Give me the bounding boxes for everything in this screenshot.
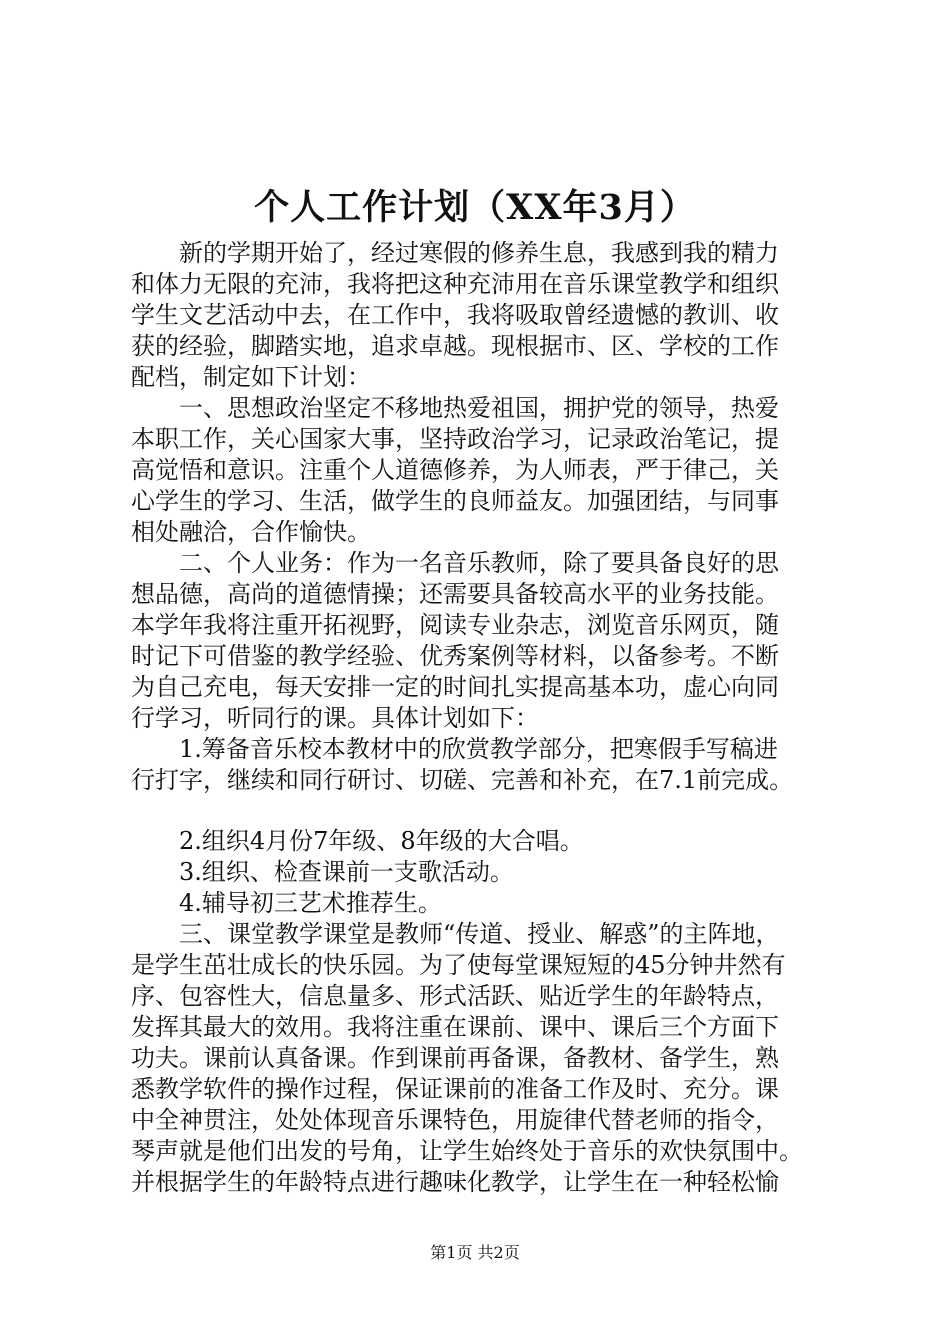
- body-line: 二、个人业务：作为一名音乐教师，除了要具备良好的思: [131, 549, 779, 577]
- body-line: 悉教学软件的操作过程，保证课前的准备工作及时、充分。课: [131, 1075, 779, 1103]
- body-line: 行打字，继续和同行研讨、切磋、完善和补充，在7.1前完成。: [131, 766, 794, 794]
- body-line: 时记下可借鉴的教学经验、优秀案例等材料，以备参考。不断: [131, 642, 779, 670]
- document-title: 个人工作计划（XX年3月）: [254, 187, 696, 228]
- body-line: 3.组织、检查课前一支歌活动。: [131, 858, 514, 886]
- body-line: 心学生的学习、生活，做学生的良师益友。加强团结，与同事: [131, 487, 779, 515]
- body-line: 本学年我将注重开拓视野，阅读专业杂志，浏览音乐网页，随: [131, 611, 779, 639]
- body-line: 并根据学生的年龄特点进行趣味化教学，让学生在一种轻松愉: [131, 1168, 779, 1196]
- body-line: 2.组织4月份7年级、8年级的大合唱。: [131, 827, 584, 855]
- body-line: 中全神贯注，处处体现音乐课特色，用旋律代替老师的指令，: [131, 1106, 779, 1134]
- body-line: 为自己充电，每天安排一定的时间扎实提高基本功，虚心向同: [131, 673, 779, 701]
- body-line: 相处融洽，合作愉快。: [131, 518, 371, 546]
- body-line: 本职工作，关心国家大事，坚持政治学习，记录政治笔记，提: [131, 425, 779, 453]
- body-line: 高觉悟和意识。注重个人道德修养，为人师表，严于律己，关: [131, 456, 779, 484]
- blank-line: [131, 796, 851, 826]
- body-line: 三、课堂教学课堂是教师“传道、授业、解惑”的主阵地，: [131, 920, 780, 948]
- body-line: 新的学期开始了，经过寒假的修养生息，我感到我的精力: [131, 239, 779, 267]
- body-line: 发挥其最大的效用。我将注重在课前、课中、课后三个方面下: [131, 1013, 779, 1041]
- body-line: 1.筹备音乐校本教材中的欣赏教学部分，把寒假手写稿进: [131, 735, 778, 763]
- body-line: 配档，制定如下计划：: [131, 363, 371, 391]
- body-line: 和体力无限的充沛，我将把这种充沛用在音乐课堂教学和组织: [131, 270, 779, 298]
- body-line: 是学生茁壮成长的快乐园。为了使每堂课短短的45分钟井然有: [131, 951, 786, 979]
- body-line: 4.辅导初三艺术推荐生。: [131, 889, 442, 917]
- body-line: 功夫。课前认真备课。作到课前再备课，备教材、备学生，熟: [131, 1044, 779, 1072]
- body-line: 学生文艺活动中去，在工作中，我将吸取曾经遗憾的教训、收: [131, 301, 779, 329]
- body-line: 序、包容性大，信息量多、形式活跃、贴近学生的年龄特点，: [131, 982, 779, 1010]
- body-line: 获的经验，脚踏实地，追求卓越。现根据市、区、学校的工作: [131, 332, 779, 360]
- body-line: 一、思想政治坚定不移地热爱祖国，拥护党的领导，热爱: [131, 394, 779, 422]
- body-line: 琴声就是他们出发的号角，让学生始终处于音乐的欢快氛围中。: [131, 1137, 803, 1165]
- page-footer: 第1页 共2页: [430, 1243, 520, 1262]
- body-line: 想品德，高尚的道德情操；还需要具备较高水平的业务技能。: [131, 580, 779, 608]
- body-line: 行学习，听同行的课。具体计划如下：: [131, 704, 539, 732]
- document-body: [131, 238, 851, 1198]
